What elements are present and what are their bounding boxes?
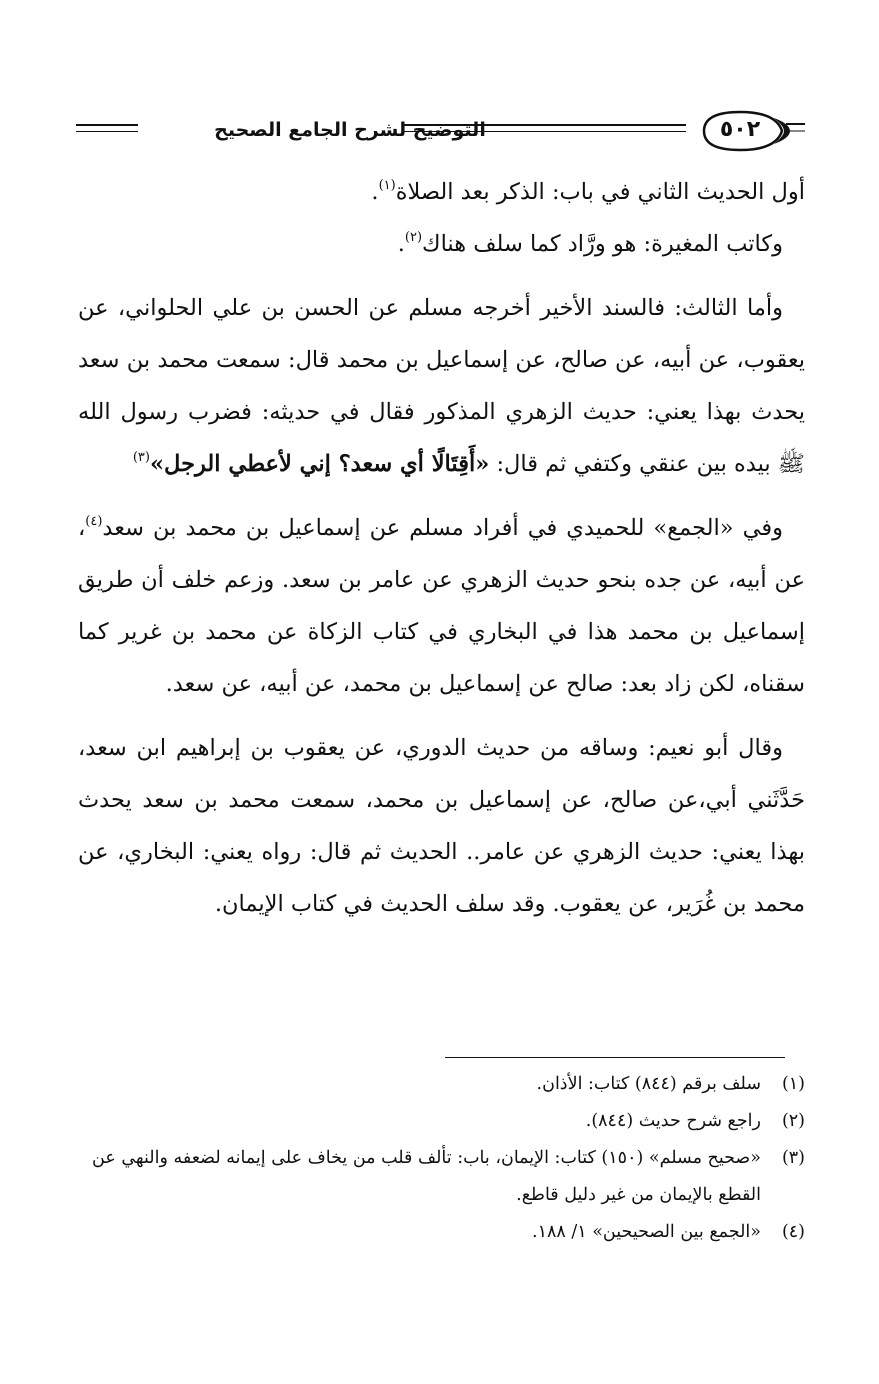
footnote-item: [78, 1066, 805, 1103]
main-text: [78, 166, 805, 942]
page-number-ornament: [686, 106, 806, 156]
footnote-number: (٤): [781, 1222, 805, 1242]
footnote-text: راجع شرح حديث (٨٤٤).: [585, 1111, 761, 1131]
footnote-ref-4: (٤): [85, 514, 103, 529]
footnote-item: [78, 1214, 805, 1251]
header-rule-mid-bottom: [402, 131, 686, 132]
running-title: التوضيح لشرح الجامع الصحيح: [214, 119, 486, 141]
footnote-separator: [445, 1057, 785, 1058]
footnote-item: [78, 1140, 805, 1214]
paragraph-4-text-b: ، عن أبيه، عن جده بنحو حديث الزهري عن عامر بن سعد. وزعم خلف أن طريق إسماعيل بن محمد هذا في البخاري في كتاب الزكاة عن محمد بن غرير كما سقناه، لكن زاد بعد: صالح عن إسماعيل بن محمد، عن أبيه، عن سعد.: [78, 515, 805, 697]
footnote-ref-3: (٣): [132, 450, 150, 465]
header-rule-left-bottom: [76, 131, 138, 132]
paragraph-1-text: أول الحديث الثاني في باب: الذكر بعد الصلاة: [395, 179, 805, 205]
paragraph-2-text: وكاتب المغيرة: هو ورَّاد كما سلف هناك: [422, 231, 783, 257]
footnote-number: (٣): [781, 1148, 805, 1168]
page-number: ٥٠٢: [719, 117, 761, 142]
paragraph-1-end: .: [371, 179, 379, 205]
footnote-item: [78, 1103, 805, 1140]
footnote-number: (٢): [781, 1111, 805, 1131]
paragraph-2-end: .: [397, 231, 405, 257]
hadith-quote: «أَقِتَالًا أي سعد؟ إني لأعطي الرجل»: [149, 451, 490, 477]
footnote-text: «صحيح مسلم» (١٥٠) كتاب: الإيمان، باب: تألف قلب من يخاف على إيمانه لضعفه والنهي عن القطع بالإيمان من غير دليل قاطع.: [92, 1148, 761, 1205]
paragraph-4-text-a: وفي «الجمع» للحميدي في أفراد مسلم عن إسماعيل بن محمد بن سعد: [102, 515, 783, 541]
footnote-text: سلف برقم (٨٤٤) كتاب: الأذان.: [536, 1074, 761, 1094]
paragraph-5-text: وقال أبو نعيم: وساقه من حديث الدوري، عن يعقوب بن إبراهيم ابن سعد، حَدَّثَني أبي،عن صالح، عن إسماعيل بن محمد، سمعت محمد بن سعد يحدث بهذا يعني: حديث الزهري عن عامر.. الحديث ثم قال: رواه يعني: البخاري، عن محمد بن غُرَير، عن يعقوب. وقد سلف الحديث في كتاب الإيمان.: [78, 735, 805, 917]
paragraph-1: [78, 166, 805, 218]
footnote-number: (١): [781, 1074, 805, 1094]
footnotes: [78, 1066, 805, 1251]
footnote-ref-1: (١): [378, 178, 396, 193]
header-rule-left-top: [76, 124, 138, 126]
paragraph-3: [78, 282, 805, 490]
footnote-text: «الجمع بين الصحيحين» ١/ ١٨٨.: [532, 1222, 761, 1242]
paragraph-5: [78, 722, 805, 930]
footnote-ref-2: (٢): [404, 230, 423, 245]
paragraph-3-text: وأما الثالث: فالسند الأخير أخرجه مسلم عن الحسن بن علي الحلواني، عن يعقوب، عن أبيه، عن صالح، عن إسماعيل بن محمد قال: سمعت محمد بن سعد يحدث بهذا يعني: حديث الزهري المذكور فقال في حديثه: فضرب رسول الله ﷺ بيده بين عنقي وكتفي ثم قال:: [78, 295, 805, 477]
running-header: [70, 104, 805, 160]
paragraph-4: [78, 502, 805, 710]
header-rule-mid-top: [402, 124, 686, 126]
paragraph-2: [78, 218, 805, 270]
